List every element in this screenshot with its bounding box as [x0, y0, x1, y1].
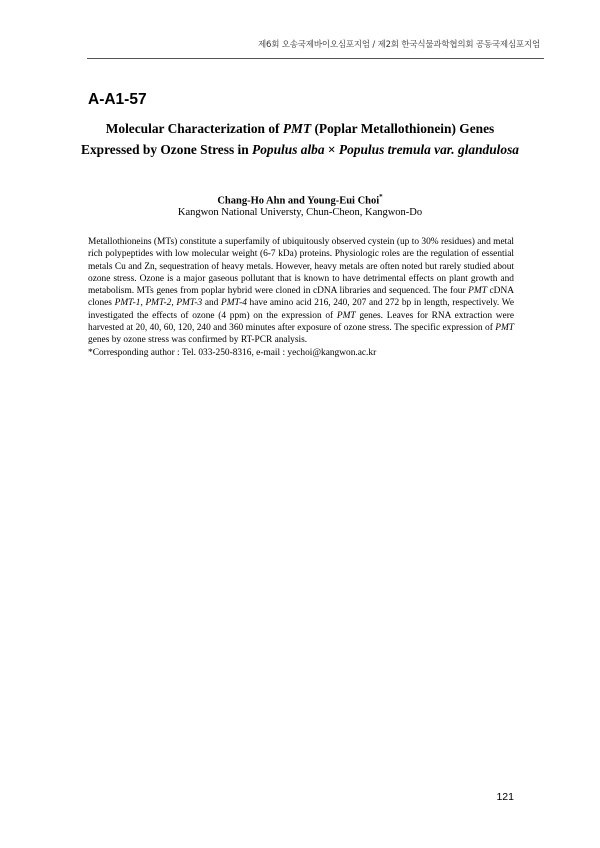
gene-name: PMT: [468, 286, 487, 297]
author-names: Chang-Ho Ahn and Young-Eui Choi: [217, 195, 380, 207]
title-times: ×: [324, 141, 339, 157]
corresponding-mark: *: [379, 193, 383, 201]
title-text: (Poplar Metallothionein) Genes Expressed by Ozone Stress in: [81, 121, 495, 157]
affiliation: Kangwon National Universty, Chun-Cheon, Kangwon-Do: [177, 207, 423, 218]
abstract-text: cDNA clones: [88, 286, 514, 309]
abstract-text: have amino acid 216, 240, 207 and 272 bp in length, respectively. We investigated the effects of ozone (4 ppm) on the expression of: [88, 298, 514, 321]
gene-name: PMT-3: [176, 298, 203, 309]
title-species: Populus alba: [252, 141, 325, 157]
abstract-text: Metallothioneins (MTs) constitute a superfamily of ubiquitously observed cystein (up to 30% residues) and metal rich polypeptides with low molecular weight (6-7 kDa) proteins. Physiologic roles are the regulation of essential metals Cu and Zn, sequestration of heavy metals. However, heavy metals are often noted but rarely studied about ozone stress. Ozone is a major gaseous pollutant that is known to have detrimental effects on plant growth and metabolism. MTs genes from poplar hybrid were cloned in cDNA libraries and sequenced. The four: [88, 237, 514, 297]
gene-name: PMT: [336, 310, 356, 321]
running-header: 제6회 오송국제바이오심포지엄 / 제2회 한국식물과학협의회 공동국제심포지엄: [258, 40, 540, 50]
abstract-text: ,: [140, 298, 146, 309]
abstract-text: genes by ozone stress was confirmed by RT-PCR analysis.: [88, 335, 308, 346]
gene-name: PMT: [495, 323, 514, 334]
abstract-paragraph: [88, 236, 514, 347]
gene-name: PMT-4: [221, 298, 247, 309]
title-gene-name: PMT: [282, 121, 312, 136]
page-number: 121: [496, 791, 514, 803]
abstract-text: ,: [171, 298, 177, 309]
abstract-text: and: [202, 298, 222, 309]
abstract-text: genes. Leaves for RNA extraction were harvested at 20, 40, 60, 120, 240 and 360 minutes after exposure of ozone stress. The specific expression of: [88, 310, 515, 334]
header-rule: [87, 58, 544, 59]
abstract-body: [88, 236, 514, 359]
abstract-code: A-A1-57: [88, 91, 147, 108]
gene-name: PMT-2: [145, 298, 172, 309]
authors: [80, 193, 520, 207]
corresponding-author: *Corresponding author : Tel. 033-250-8316, e-mail : yechoi@kangwon.ac.kr: [88, 347, 377, 358]
gene-name: PMT-1: [114, 298, 141, 309]
paper-title: [80, 119, 520, 160]
title-species: Populus tremula var. glandulosa: [338, 141, 519, 157]
title-text: Molecular Characterization of: [105, 121, 283, 136]
